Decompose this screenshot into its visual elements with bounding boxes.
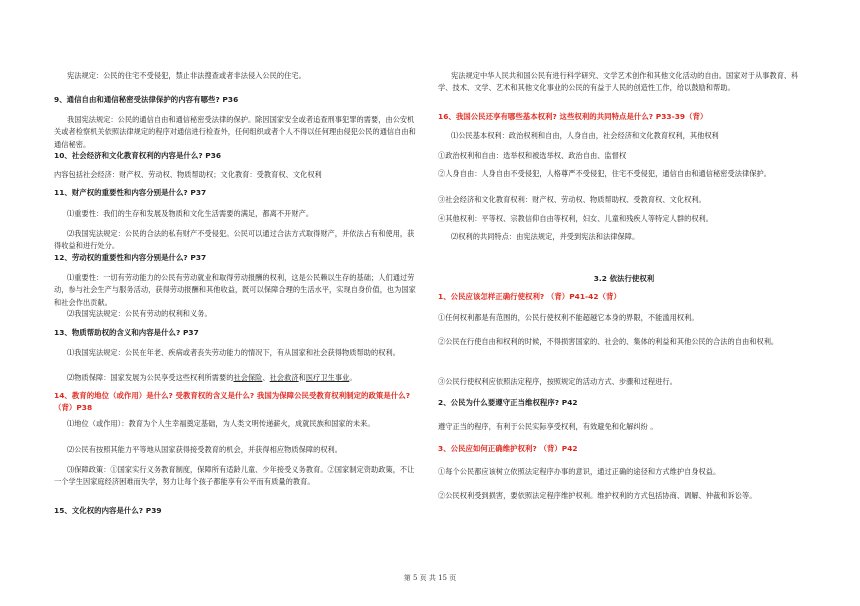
- answer-10: 内容包括社会经济：财产权、劳动权、物质帮助权；文化教育：受教育权、文化权利: [54, 170, 322, 179]
- section-answer-2: 遵守正当的程序，有利于公民实际享受权利，有效避免和化解纠纷 。: [438, 422, 658, 431]
- answer-14-right: ⑵公民有按照其能力平等地从国家获得接受教育的机会，并获得相应物质保障的权利。: [67, 445, 343, 454]
- culture-paragraph: 宪法规定中华人民共和国公民有进行科学研究、文学艺术创作和其他文化活动的自由。国家对于从事教育、科学、技术、文学、艺术和其他文化事业的公民的有益于人民的创造性工作，给以鼓励和帮助。: [438, 71, 799, 93]
- section-answer-1-scope: ①任何权利都是有范围的，公民行使权利不能超越它本身的界限，不能滥用权利。: [438, 313, 699, 322]
- answer-16-common-feature: ⑵权利的共同特点：由宪法规定，并受到宪法和法律保障。: [451, 232, 640, 241]
- question-12: 12、劳动权的重要性和内容分别是什么? P37: [54, 253, 207, 262]
- answer-13-guarantee: ⑵物质保障：国家发展为公民享受这些权利所需要的社会保险、社会救济和医疗卫生事业。: [67, 373, 357, 382]
- answer-11-importance: ⑴重要性：我们的生存和发展及物质和文化生活需要的满足，都离不开财产。: [67, 209, 314, 218]
- question-10: 10、社会经济和文化教育权利的内容是什么? P36: [54, 151, 222, 160]
- social-insurance-term: 社会保险: [233, 373, 263, 382]
- answer-14-status: ⑴地位（或作用）：教育为个人生幸福奠定基础，为人类文明传递薪火，成就民族和国家的未来。: [67, 419, 375, 428]
- answer-16-other: ④其他权利：平等权、宗教信仰自由等权利，妇女、儿童和残疾人等特定人群的权利。: [438, 214, 714, 223]
- question-15: 15、文化权的内容是什么? P39: [54, 506, 162, 515]
- medical-health-term: 医疗卫生事业: [305, 373, 350, 382]
- answer-16-personal: ②人身自由：人身自由不受侵犯，人格尊严不受侵犯，住宅不受侵犯，通信自由和通信秘密受法律保护。: [438, 169, 771, 178]
- section-answer-3-awareness: ①每个公民都应该树立依照法定程序办事的意识，通过正确的途径和方式维护自身权益。: [438, 467, 721, 476]
- answer-16-basic-rights: ⑴公民基本权利：政治权利和自由，人身自由，社会经济和文化教育权利，其他权利: [451, 131, 719, 140]
- answer-12-importance: ⑴重要性：一切有劳动能力的公民有劳动就业和取得劳动报酬的权利，这是公民赖以生存的基础；人们通过劳动，参与社会生产与服务活动，获得劳动报酬和其他收益，既可以保障合理的生活水平，实现自身价值，也为国家和社会作出贡献。: [54, 273, 416, 307]
- section-answer-3-methods: ②公民权利受到损害，要依照法定程序维护权利。维护权利的方式包括协商、调解、仲裁和诉讼等。: [438, 491, 757, 500]
- answer-12-content: ⑵我国宪法规定：公民有劳动的权利和义务。: [67, 309, 212, 318]
- answer-16-economic: ③社会经济和文化教育权利：财产权、劳动权、物质帮助权、受教育权、文化权利。: [438, 195, 706, 204]
- section-question-3: 3、公民应如何正确维护权利? （背）P42: [438, 444, 578, 453]
- page-footer: 第 5 页 共 15 页: [403, 574, 457, 582]
- section-answer-1-limits: ②公民在行使自由和权利的时候，不得损害国家的、社会的、集体的利益和其他公民的合法的自由和权利。: [438, 337, 779, 346]
- answer-9: 我国宪法规定：公民的通信自由和通信秘密受法律的保护。除因国家安全或者追查刑事犯罪的需要，由公安机关或者检察机关依照法律规定的程序对通信进行检查外，任何组织或者个人不得以任何理由侵犯公民的通信自由和通信秘密。: [54, 115, 416, 149]
- question-16: 16、我国公民还享有哪些基本权利? 这些权利的共同特点是什么? P33-39（背）: [438, 112, 708, 121]
- section-answer-1-procedure: ③公民行使权利应依照法定程序，按照规定的活动方式、步骤和过程进行。: [438, 377, 677, 386]
- section-question-1: 1、公民应该怎样正确行使权利? （背）P41-42（背）: [438, 292, 621, 301]
- answer-16-political: ①政治权利和自由：选举权和被选举权、政治自由、监督权: [438, 151, 627, 160]
- question-9: 9、通信自由和通信秘密受法律保护的内容有哪些? P36: [54, 95, 239, 104]
- section-question-2: 2、公民为什么要遵守正当维权程序? P42: [438, 398, 578, 407]
- section-heading: 3.2 依法行使权利: [593, 274, 655, 283]
- question-14: 14、教育的地位（或作用）是什么? 受教育权的含义是什么? 我国为保障公民受教育权利制定的政策是什么? （背）P38: [54, 391, 411, 413]
- question-11: 11、财产权的重要性和内容分别是什么? P37: [54, 188, 207, 197]
- answer-13-law: ⑴我国宪法规定：公民在年老、疾病或者丧失劳动能力的情况下，有从国家和社会获得物质帮助的权利。: [67, 348, 400, 357]
- social-relief-term: 社会救济: [269, 373, 299, 382]
- residence-paragraph: 宪法规定：公民的住宅不受侵犯，禁止非法搜查或者非法侵入公民的住宅。: [67, 71, 306, 80]
- question-13: 13、物质帮助权的含义和内容是什么? P37: [54, 328, 199, 337]
- answer-11-content: ⑵我国宪法规定：公民的合法的私有财产不受侵犯。公民可以通过合法方式取得财产，并依法占有和使用，获得收益和进行处分。: [54, 229, 415, 251]
- answer-14-policy: ⑶保障政策：①国家实行义务教育制度，保障所有适龄儿童、少年接受义务教育。②国家制定资助政策，不让一个学生因家庭经济困难而失学，努力让每个孩子都能享有公平而有质量的教育。: [54, 465, 415, 487]
